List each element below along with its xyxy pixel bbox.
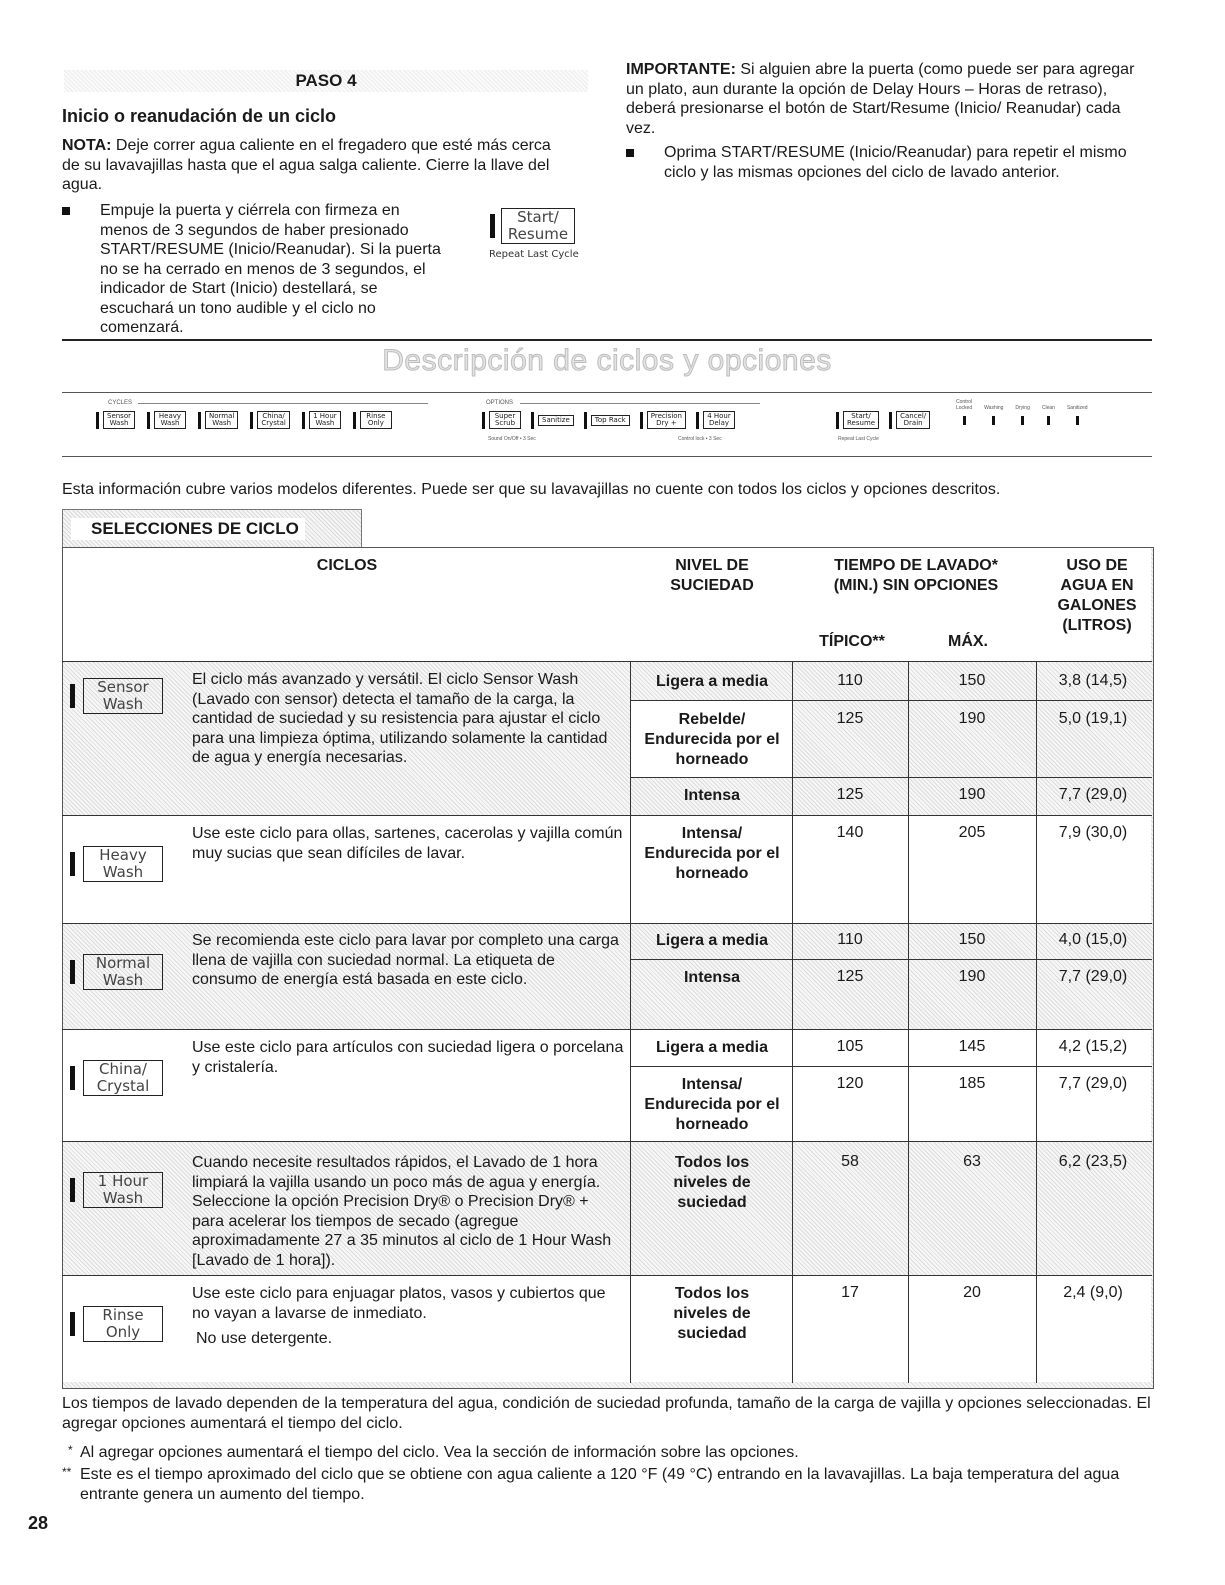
heavy-typ-1: 140: [836, 824, 864, 841]
status-led-icon: [1047, 416, 1050, 425]
options-label-rule: [520, 403, 760, 404]
panel-option-label: 4 Hour Delay: [703, 411, 735, 429]
rinse-max-1: 20: [963, 1284, 981, 1301]
sensor-soil-2: Rebelde/ Endurecida por el horneado: [644, 711, 780, 768]
led-icon: [70, 684, 75, 708]
status-clean: [1042, 399, 1055, 425]
sensor-water-1: 3,8 (14,5): [1058, 672, 1128, 689]
china-max-1: 145: [958, 1038, 986, 1055]
row-rule: [62, 923, 1152, 924]
normal-rule-1: [630, 959, 1152, 960]
led-icon: [70, 960, 75, 984]
step-banner: [64, 70, 588, 92]
hour-water-1: 6,2 (23,5): [1058, 1153, 1128, 1170]
start-indicator-led: [490, 214, 495, 238]
led-icon: [302, 412, 305, 429]
cycles-label-rule: [138, 403, 428, 404]
sensor-max-3: 190: [958, 786, 986, 803]
col-line: [630, 1276, 631, 1383]
status-label: Washing: [984, 405, 1004, 411]
panel-option-precision-dry[interactable]: [640, 411, 686, 429]
header-cycles: CICLOS: [316, 557, 378, 574]
repeat-last-cycle-caption: Repeat Last Cycle: [489, 249, 579, 260]
row-rule: [62, 1141, 1152, 1142]
col-line: [630, 1030, 631, 1141]
rinse-water-1: 2,4 (9,0): [1063, 1284, 1123, 1301]
desc-china-crystal: Use este ciclo para artículos con suciedad ligera o porcelana y cristalería.: [192, 1039, 624, 1076]
footnote-2-mark: **: [62, 1465, 72, 1479]
china-water-2: 7,7 (29,0): [1058, 1075, 1128, 1092]
important-bullet-text: Oprima START/RESUME (Inicio/Reanudar) para repetir el mismo ciclo y las mismas opciones del ciclo de lavado anterior.: [664, 144, 1127, 181]
panel-cycle-label: Sensor Wash: [103, 411, 135, 429]
cycles-label: CYCLES: [108, 400, 133, 406]
led-icon: [640, 412, 643, 429]
note-text: Deje correr agua caliente en el fregadero que esté más cerca de su lavavajillas hasta que el agua salga caliente. Cierre la llave del agua.: [62, 137, 551, 193]
normal-max-1: 150: [958, 931, 986, 948]
china-typ-2: 120: [836, 1075, 864, 1092]
footnote-2: [62, 1465, 1152, 1504]
panel-bottom-rule: [62, 456, 1152, 457]
panel-cycle-label: 1 Hour Wash: [309, 411, 341, 429]
panel-option-label: Sanitize: [538, 415, 574, 426]
sensor-water-3: 7,7 (29,0): [1058, 786, 1128, 803]
heavy-soil-1: Intensa/ Endurecida por el horneado: [644, 825, 780, 882]
row-rinse-only-button: [70, 1306, 163, 1342]
important-paragraph: [626, 60, 1151, 138]
section-title: Descripción de ciclos y opciones: [382, 344, 832, 377]
normal-water-1: 4,0 (15,0): [1058, 931, 1128, 948]
led-icon: [198, 412, 201, 429]
cycle-button-rinse-only[interactable]: Rinse Only: [83, 1306, 163, 1342]
step-heading: Inicio o reanudación de un ciclo: [62, 106, 337, 126]
note-label: NOTA:: [62, 137, 112, 154]
status-label: Control Locked: [956, 399, 973, 411]
sensor-soil-3: Intensa: [683, 787, 740, 804]
panel-option-4-hour-delay[interactable]: [696, 411, 735, 429]
desc-rinse-only: Use este ciclo para enjuagar platos, vasos y cubiertos que no vayan a lavarse de inmediato.: [192, 1285, 606, 1322]
step-title: PASO 4: [295, 71, 357, 90]
status-control-locked: [956, 399, 972, 425]
header-water: USO DE AGUA EN GALONES (LITROS): [1057, 557, 1137, 634]
row-normal-wash-button: [70, 954, 163, 990]
panel-option-label: Super Scrub: [489, 411, 521, 429]
sensor-typ-2: 125: [836, 710, 864, 727]
sensor-rule-2: [630, 777, 1152, 778]
row-china-crystal-button: [70, 1060, 163, 1096]
panel-cycle-normal-wash[interactable]: [198, 411, 238, 429]
hour-max-1: 63: [963, 1153, 981, 1170]
footer-note: Los tiempos de lavado dependen de la temperatura del agua, condición de suciedad profunda, tamaño de la carga de vajilla y opciones seleccionadas. El agregar opciones aumentará el tiempo del ciclo.: [62, 1395, 1151, 1432]
status-label: Clean: [1041, 405, 1055, 411]
desc-normal-wash: Se recomienda este ciclo para lavar por completo una carga llena de vajilla con suciedad normal. La etiqueta de consumo de energía está basada en este ciclo.: [192, 932, 619, 988]
status-label: Sanitized: [1066, 405, 1088, 411]
panel-cycle-label: Heavy Wash: [154, 411, 186, 429]
cycle-button-sensor-wash[interactable]: Sensor Wash: [83, 678, 163, 714]
row-1-hour-wash-button: [70, 1172, 163, 1208]
status-led-icon: [992, 416, 995, 425]
cycle-button-china-crystal[interactable]: China/ Crystal: [83, 1060, 163, 1096]
panel-cancel-drain-button[interactable]: [889, 411, 930, 429]
status-label: Drying: [1015, 405, 1030, 411]
panel-cycle-1-hour-wash[interactable]: [302, 411, 341, 429]
rinse-soil-1: Todos los niveles de suciedad: [673, 1285, 751, 1342]
normal-typ-2: 125: [836, 968, 864, 985]
header-soil: NIVEL DE SUCIEDAD: [670, 557, 754, 594]
sensor-water-2: 5,0 (19,1): [1058, 710, 1128, 727]
col-line: [630, 816, 631, 923]
panel-option-super-scrub[interactable]: [482, 411, 521, 429]
cycle-button-heavy-wash[interactable]: Heavy Wash: [83, 846, 163, 882]
heavy-water-1: 7,9 (30,0): [1058, 824, 1128, 841]
panel-cycle-label: China/ Crystal: [257, 411, 290, 429]
led-icon: [889, 412, 892, 429]
sensor-typ-3: 125: [836, 786, 864, 803]
row-heavy-wash-button: [70, 846, 163, 882]
panel-cycle-label: Normal Wash: [205, 411, 238, 429]
options-label: OPTIONS: [486, 400, 514, 406]
panel-control-label: Cancel/ Drain: [896, 411, 930, 429]
important-label: IMPORTANTE:: [626, 61, 736, 78]
china-water-1: 4,2 (15,2): [1058, 1038, 1128, 1055]
panel-cycle-rinse-only[interactable]: [353, 411, 392, 429]
desc-heavy-wash: Use este ciclo para ollas, sartenes, cacerolas y vajilla común muy sucias que sean difíciles de lavar.: [192, 825, 623, 862]
led-icon: [147, 412, 150, 429]
footnote-1-mark: *: [68, 1443, 73, 1457]
panel-control-label: Start/ Resume: [843, 411, 879, 429]
led-icon: [482, 412, 485, 429]
note-paragraph: [62, 136, 562, 195]
led-icon: [70, 1066, 75, 1090]
sensor-soil-1: Ligera a media: [655, 673, 769, 690]
start-resume-control: [490, 208, 575, 244]
table-tab: [62, 509, 362, 548]
panel-option-sanitize[interactable]: [531, 411, 574, 429]
table-tab-label: SELECCIONES DE CICLO: [71, 518, 305, 540]
control-lock-caption: Control lock • 3 Sec: [678, 436, 722, 442]
led-icon: [70, 852, 75, 876]
heavy-max-1: 205: [958, 824, 986, 841]
row-sensor-wash-button: [70, 678, 163, 714]
footnote-2-text: Este es el tiempo aproximado del ciclo que se obtiene con agua caliente a 120 °F (49 °C) entrando en la lavavajillas. La baja temperatura del agua entrante genera un aumento del tiempo.: [80, 1466, 1120, 1503]
panel-cycle-sensor-wash[interactable]: [96, 411, 135, 429]
panel-option-label: Precision Dry +: [647, 411, 686, 429]
header-time: TIEMPO DE LAVADO* (MIN.) SIN OPCIONES: [833, 557, 999, 594]
status-led-icon: [963, 416, 966, 425]
panel-option-label: Top Rack: [591, 415, 630, 426]
status-washing: [984, 399, 1003, 425]
normal-soil-1: Ligera a media: [655, 932, 769, 949]
desc-1-hour-wash: Cuando necesite resultados rápidos, el Lavado de 1 hora limpiará la vajilla usando un poco más de agua y energía. Seleccione la opción Precision Dry® o Precision Dry® + para acelerar los tiempos de secado (agregue aproximadamente 27 a 35 minutos al ciclo de 1 Hour Wash [Lavado de 1 hora]).: [192, 1154, 612, 1269]
led-icon: [70, 1312, 75, 1336]
page-number: 28: [28, 1513, 49, 1533]
header-rule: [62, 661, 1152, 662]
led-icon: [531, 412, 534, 429]
sensor-typ-1: 110: [837, 672, 863, 689]
status-led-icon: [1076, 416, 1079, 425]
led-icon: [353, 412, 356, 429]
status-drying: [1015, 399, 1029, 425]
section-rule: [62, 339, 1152, 341]
step-bullet: [62, 201, 452, 338]
panel-cycle-china-crystal[interactable]: [250, 411, 290, 429]
desc-rinse-only-note: No use detergente.: [196, 1330, 333, 1347]
china-soil-2: Intensa/ Endurecida por el horneado: [644, 1076, 780, 1133]
cycle-button-normal-wash[interactable]: Normal Wash: [83, 954, 163, 990]
china-rule-1: [630, 1066, 1152, 1067]
china-soil-1: Ligera a media: [655, 1039, 769, 1056]
led-icon: [696, 412, 699, 429]
step-bullet-text: Empuje la puerta y ciérrela con firmeza en menos de 3 segundos de haber presionado START/RESUME (Inicio/Reanudar). Si la puerta no se ha cerrado en menos de 3 segundos, el indicador de Start (Inicio) destellará, se escuchará un tono audible y el ciclo no comenzará.: [100, 202, 441, 336]
china-max-2: 185: [958, 1075, 986, 1092]
important-bullet: [626, 143, 1151, 182]
panel-cycle-label: Rinse Only: [360, 411, 392, 429]
start-resume-button[interactable]: Start/ Resume: [501, 208, 575, 244]
desc-sensor-wash: El ciclo más avanzado y versátil. El ciclo Sensor Wash (Lavado con sensor) detecta el tamaño de la carga, la cantidad de suciedad y su resistencia para ajustar el ciclo para una limpieza óptima, utilizando solamente la cantidad de agua y energía necesarias.: [192, 671, 608, 766]
step-bullet-list: [62, 201, 452, 338]
hour-soil-1: Todos los niveles de suciedad: [673, 1154, 751, 1211]
status-led-icon: [1021, 416, 1024, 425]
intro-text: Esta información cubre varios modelos diferentes. Puede ser que su lavavajillas no cuente con todos los ciclos y opciones descritos.: [62, 481, 1001, 498]
panel-top-rule: [62, 392, 1152, 393]
status-indicators: [956, 399, 1088, 425]
rinse-typ-1: 17: [841, 1284, 859, 1301]
important-text: Si alguien abre la puerta (como puede ser para agregar un plato, aun durante la opción de Delay Hours – Horas de retraso), deberá presionarse el botón de Start/Resume (Inicio/ Reanudar) cada vez.: [626, 61, 1135, 137]
normal-max-2: 190: [958, 968, 986, 985]
led-icon: [250, 412, 253, 429]
hour-typ-1: 58: [841, 1153, 859, 1170]
china-typ-1: 105: [836, 1038, 864, 1055]
status-sanitized: [1067, 399, 1088, 425]
cycle-button-1-hour-wash[interactable]: 1 Hour Wash: [83, 1172, 163, 1208]
controls-button-row: [836, 411, 930, 429]
sensor-max-1: 150: [958, 672, 986, 689]
options-button-row: [482, 411, 735, 429]
normal-typ-1: 110: [837, 931, 863, 948]
panel-option-top-rack[interactable]: [584, 411, 630, 429]
header-typical: TÍPICO**: [819, 633, 885, 650]
led-icon: [836, 412, 839, 429]
led-icon: [584, 412, 587, 429]
sensor-max-2: 190: [958, 710, 986, 727]
footnote-1: [62, 1443, 1152, 1463]
panel-start-resume-button[interactable]: [836, 411, 879, 429]
header-max: MÁX.: [948, 633, 988, 650]
important-bullet-list: [626, 143, 1151, 182]
led-icon: [96, 412, 99, 429]
led-icon: [70, 1178, 75, 1202]
panel-repeat-caption: Repeat Last Cycle: [838, 436, 879, 442]
normal-water-2: 7,7 (29,0): [1058, 968, 1128, 985]
panel-cycle-heavy-wash[interactable]: [147, 411, 186, 429]
cycles-button-row: [96, 411, 392, 429]
footnote-1-text: Al agregar opciones aumentará el tiempo del ciclo. Vea la sección de información sobre las opciones.: [80, 1444, 799, 1461]
normal-soil-2: Intensa: [683, 969, 740, 986]
sound-caption: Sound On/Off • 3 Sec: [488, 436, 536, 442]
